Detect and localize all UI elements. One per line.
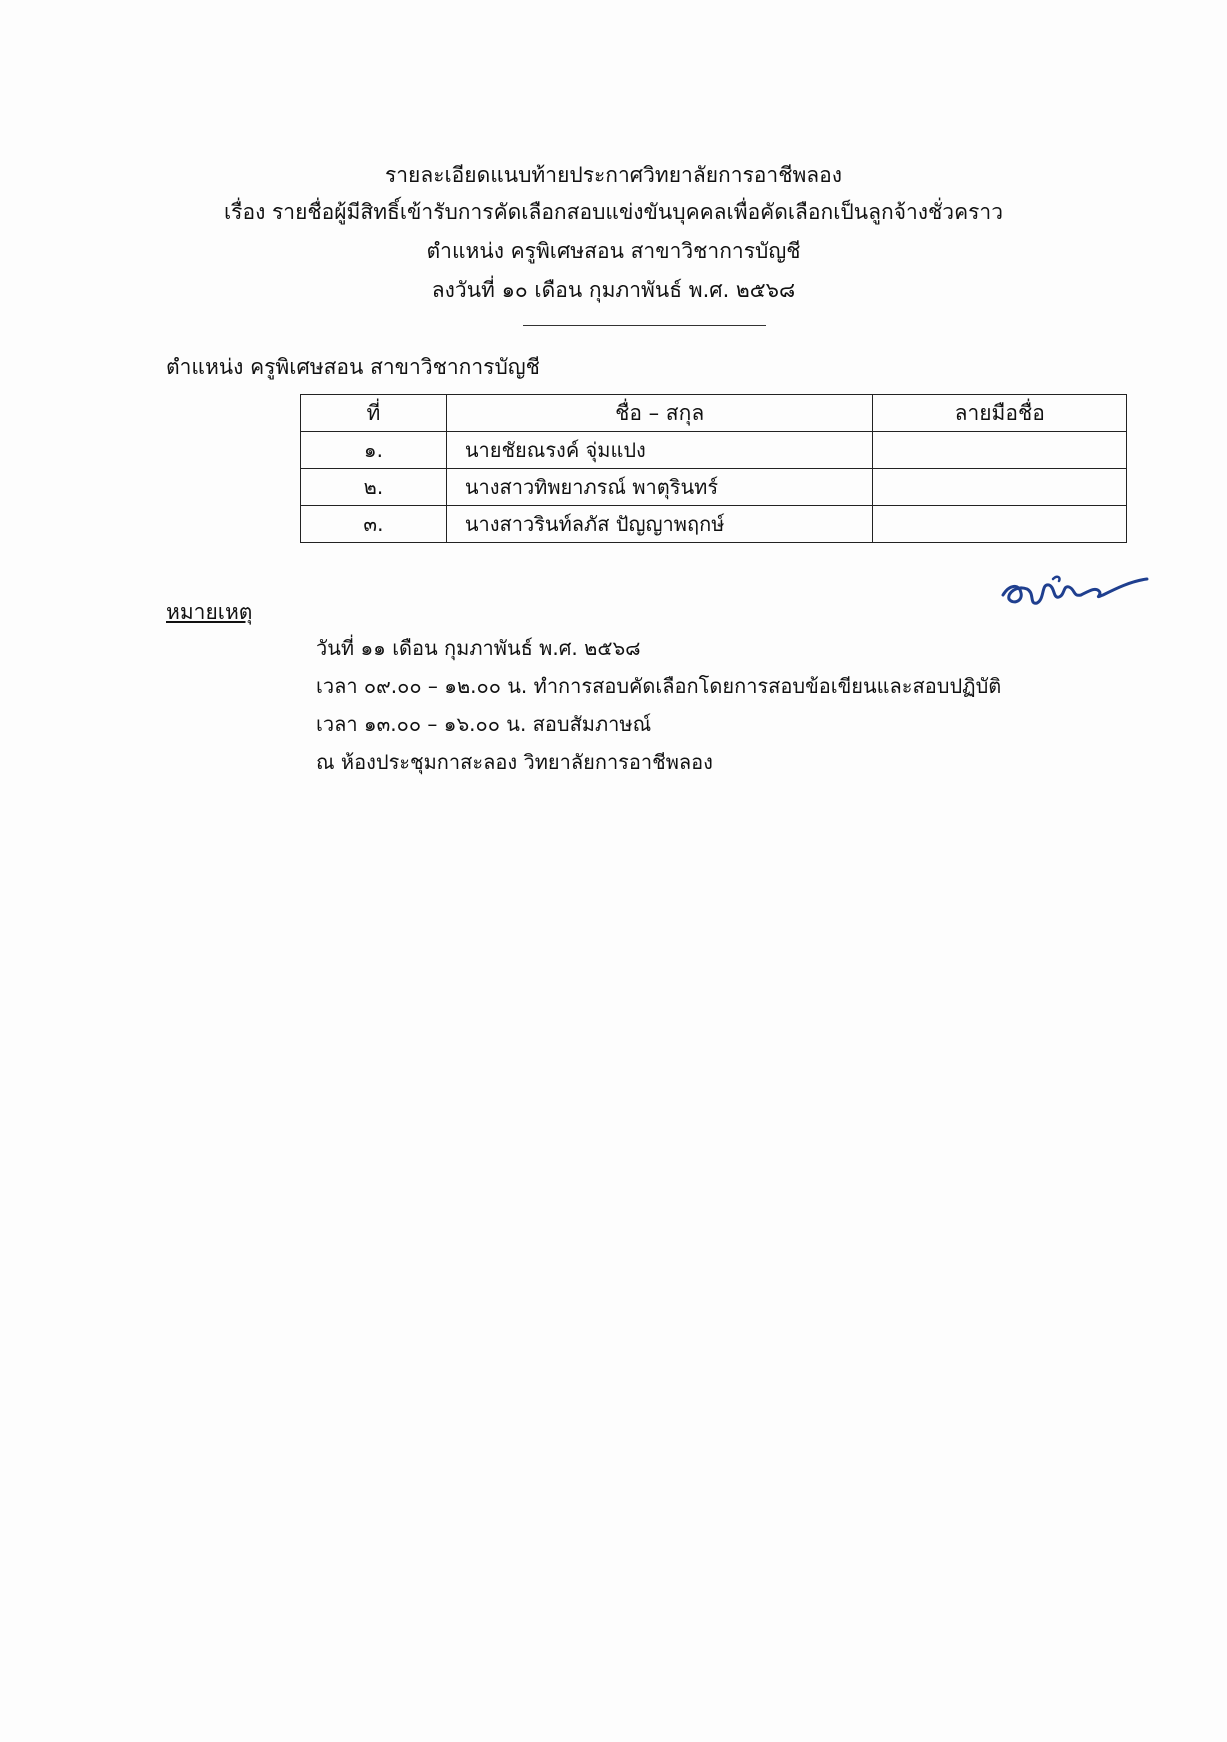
column-header-signature: ลายมือชื่อ (873, 395, 1127, 432)
row-number: ๒. (301, 469, 447, 506)
remark-venue: ณ ห้องประชุมกาสะลอง วิทยาลัยการอาชีพลอง (316, 750, 713, 774)
header-divider (523, 325, 766, 326)
candidate-name: นางสาวทิพยาภรณ์ พาตุรินทร์ (446, 469, 873, 506)
table-header-row (301, 395, 1127, 432)
remark-exam-date: วันที่ ๑๑ เดือน กุมภาพันธ์ พ.ศ. ๒๕๖๘ (316, 636, 641, 660)
candidate-name: นางสาวรินท์ลภัส ปัญญาพฤกษ์ (446, 506, 873, 543)
row-number: ๑. (301, 432, 447, 469)
candidate-name: นายชัยณรงค์ จุ่มแปง (446, 432, 873, 469)
table-row (301, 432, 1127, 469)
table-row (301, 469, 1127, 506)
signature-cell (873, 506, 1127, 543)
row-number: ๓. (301, 506, 447, 543)
announcement-date: ลงวันที่ ๑๐ เดือน กุมภาพันธ์ พ.ศ. ๒๕๖๘ (431, 278, 796, 302)
remark-interview-time: เวลา ๑๓.๐๐ – ๑๖.๐๐ น. สอบสัมภาษณ์ (316, 712, 652, 736)
announcement-heading: รายละเอียดแนบท้ายประกาศวิทยาลัยการอาชีพลอง (384, 163, 843, 187)
column-header-no: ที่ (301, 395, 447, 432)
column-header-name: ชื่อ – สกุล (446, 395, 873, 432)
table-row (301, 506, 1127, 543)
handwritten-signature (995, 565, 1155, 615)
section-title: ตำแหน่ง ครูพิเศษสอน สาขาวิชาการบัญชี (166, 355, 540, 379)
signature-cell (873, 469, 1127, 506)
announcement-subject: เรื่อง รายชื่อผู้มีสิทธิ์เข้ารับการคัดเลือกสอบแข่งขันบุคคลเพื่อคัดเลือกเป็นลูกจ้างชั่วคราว (224, 200, 1003, 224)
candidate-table (300, 394, 1127, 543)
remark-written-exam-time: เวลา ๐๙.๐๐ – ๑๒.๐๐ น. ทำการสอบคัดเลือกโดยการสอบข้อเขียนและสอบปฏิบัติ (316, 674, 1002, 698)
announcement-position: ตำแหน่ง ครูพิเศษสอน สาขาวิชาการบัญชี (426, 239, 801, 263)
signature-cell (873, 432, 1127, 469)
remarks-title: หมายเหตุ (166, 600, 253, 624)
